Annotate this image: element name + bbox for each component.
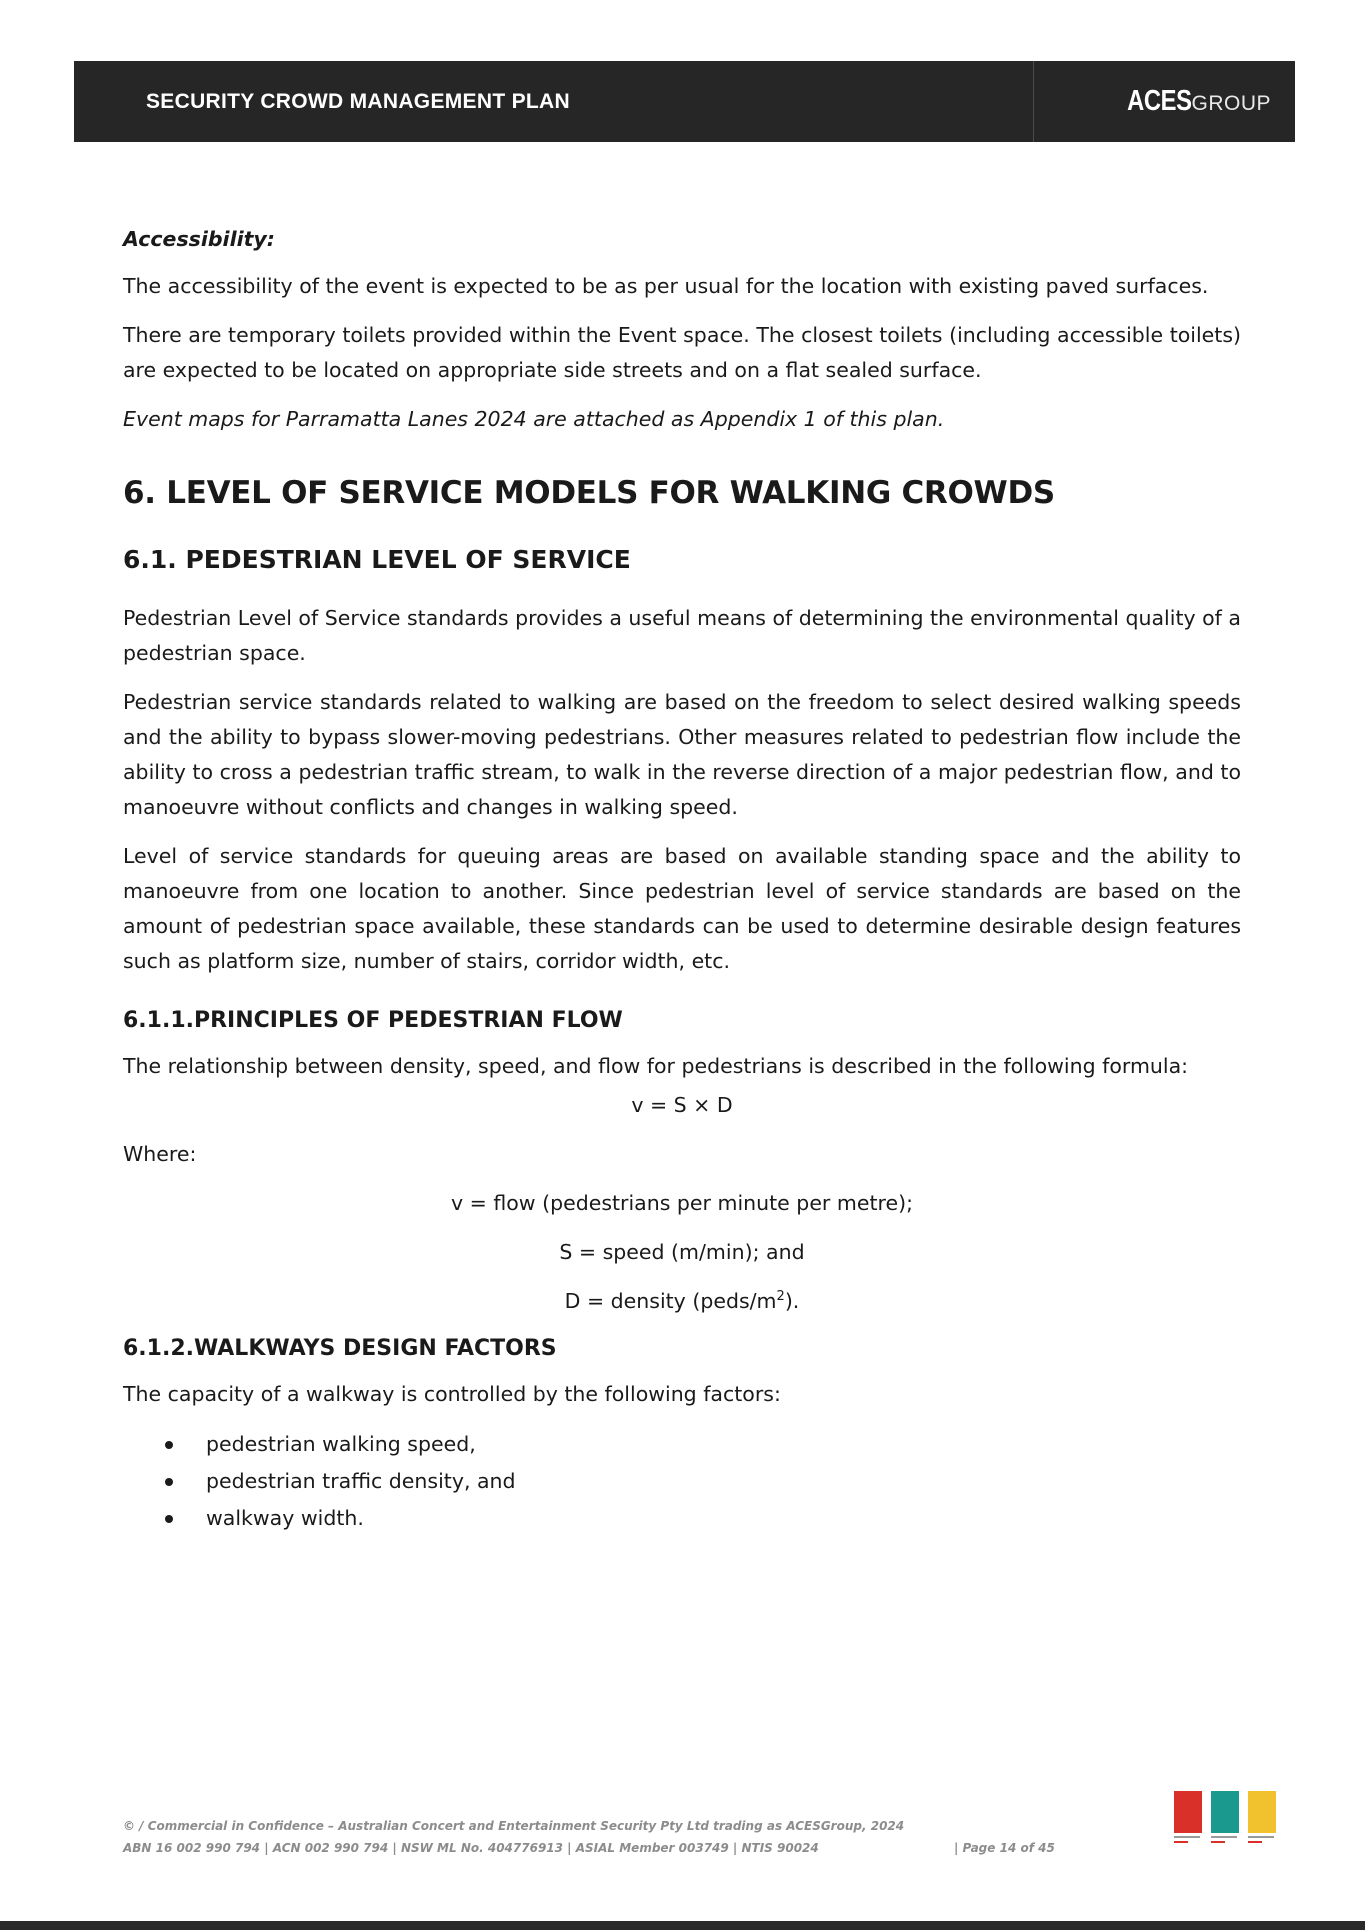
document-title: SECURITY CROWD MANAGEMENT PLAN (146, 90, 570, 113)
factors-list (123, 1426, 1241, 1537)
page-bottom-edge (0, 1921, 1365, 1930)
paragraph: Pedestrian Level of Service standards provides a useful means of determining the environmental quality of a pedestrian space. (123, 606, 1241, 665)
list-item: walkway width. (123, 1500, 1241, 1537)
page-footer (123, 1815, 1223, 1859)
paragraph: Level of service standards for queuing areas are based on available standing space and the ability to manoeuvre from one location to another. Since pedestrian level of service standards are based on the amount of pedestrian space available, these standards can be used to determine desirable design features such as platform size, number of stairs, corridor width, etc. (123, 844, 1241, 973)
section-6-1-heading: 6.1. PEDESTRIAN LEVEL OF SERVICE (123, 545, 631, 574)
aces-group-logo: ACESGROUP (1127, 85, 1271, 117)
page-number: | Page 14 of 45 (954, 1841, 1055, 1855)
ohs-cert-icon (1248, 1791, 1280, 1851)
header-divider (1033, 61, 1034, 142)
paragraph: The accessibility of the event is expected to be as per usual for the location with existing paved surfaces. (123, 274, 1209, 298)
bullet-icon (165, 1478, 173, 1486)
section-6-heading: 6. LEVEL OF SERVICE MODELS FOR WALKING CROWDS (123, 475, 1055, 511)
paragraph: The relationship between density, speed, and flow for pedestrians is described in the following formula: (123, 1054, 1189, 1078)
definition-d: D = density $(peds/m^2)$. (564, 1289, 800, 1313)
environment-cert-icon (1211, 1791, 1243, 1851)
definition-s: S = speed (m/min); and (559, 1240, 805, 1264)
document-body (123, 222, 1241, 1537)
section-6-1-1-heading: 6.1.1.PRINCIPLES OF PEDESTRIAN FLOW (123, 1008, 623, 1033)
page-header (74, 61, 1295, 142)
flow-formula: v = S × D (631, 1093, 733, 1117)
paragraph: There are temporary toilets provided within the Event space. The closest toilets (including accessible toilets) are expected to be located on appropriate side streets and on a flat sealed surface. (123, 323, 1241, 382)
footer-copyright: © / Commercial in Confidence – Australian Concert and Entertainment Security Pty Ltd trading as ACESGroup, 2024 (123, 1819, 905, 1833)
bullet-icon (165, 1441, 173, 1449)
definition-v: v = flow (pedestrians per minute per metre); (451, 1191, 913, 1215)
accessibility-label: Accessibility: (123, 227, 275, 251)
where-label: Where: (123, 1142, 197, 1166)
certification-badges (1174, 1791, 1280, 1851)
section-6-1-2-heading: 6.1.2.WALKWAYS DESIGN FACTORS (123, 1336, 557, 1361)
paragraph: The capacity of a walkway is controlled by the following factors: (123, 1382, 781, 1406)
bullet-icon (165, 1515, 173, 1523)
quality-cert-icon (1174, 1791, 1206, 1851)
list-item: pedestrian walking speed, (123, 1426, 1241, 1463)
footer-registration: ABN 16 002 990 794 | ACN 002 990 794 | NSW ML No. 404776913 | ASIAL Member 003749 | NTIS 90024 (123, 1841, 819, 1855)
list-item: pedestrian traffic density, and (123, 1463, 1241, 1500)
paragraph: Pedestrian service standards related to walking are based on the freedom to select desired walking speeds and the ability to bypass slower-moving pedestrians. Other measures related to pedestrian flow include the ability to cross a pedestrian traffic stream, to walk in the reverse direction of a major pedestrian flow, and to manoeuvre without conflicts and changes in walking speed. (123, 690, 1241, 819)
appendix-note: Event maps for Parramatta Lanes 2024 are attached as Appendix 1 of this plan. (123, 407, 945, 431)
